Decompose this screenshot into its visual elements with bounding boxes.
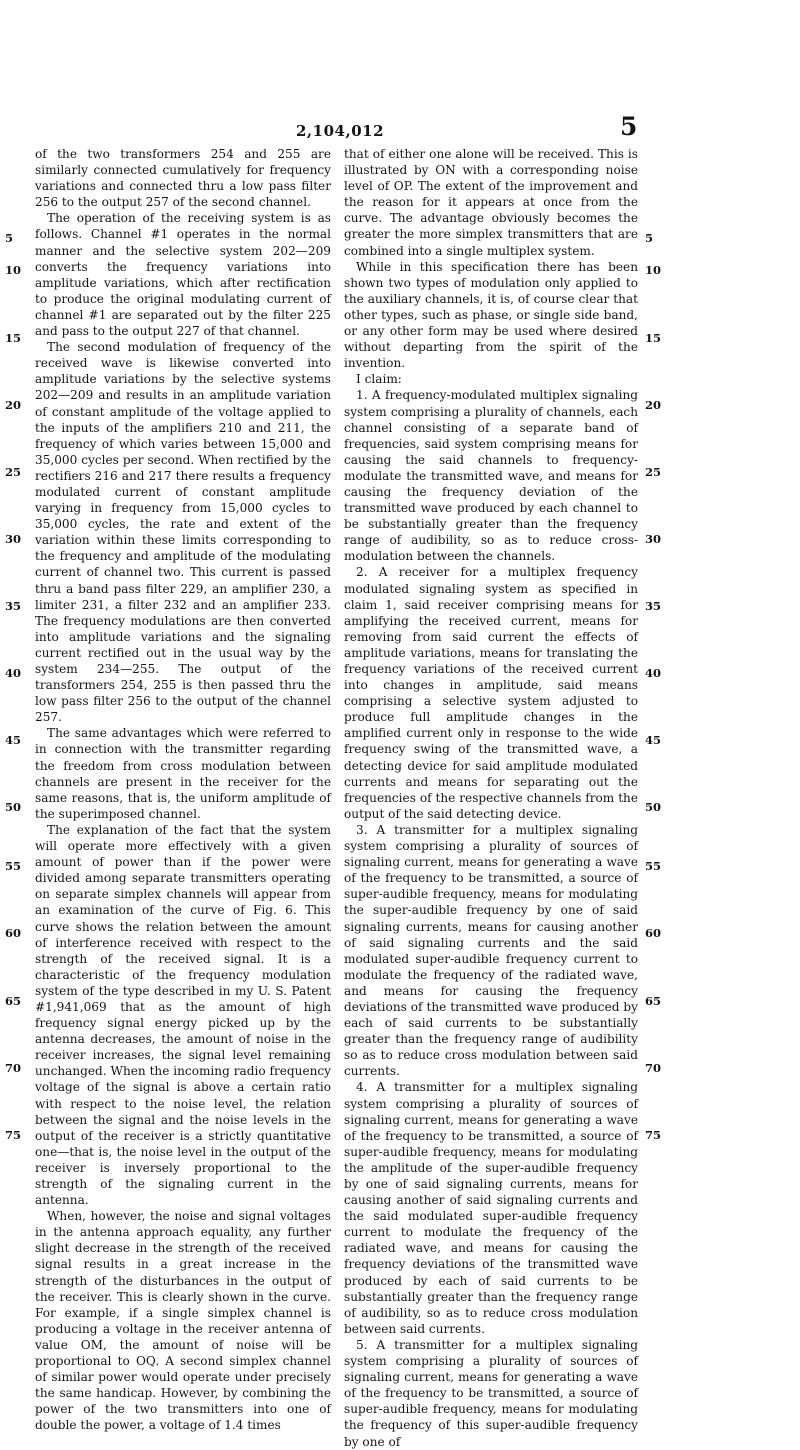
line-number: 40 bbox=[645, 666, 662, 680]
line-number: 60 bbox=[645, 926, 662, 940]
left-column bbox=[35, 146, 331, 1434]
line-number: 75 bbox=[5, 1128, 22, 1142]
line-number: 55 bbox=[5, 859, 22, 873]
line-number: 75 bbox=[645, 1128, 662, 1142]
page-number: 5 bbox=[620, 112, 638, 141]
line-number: 45 bbox=[5, 733, 22, 747]
claim-4: 4. A transmitter for a multiplex signaling system comprising a plurality of sources of signaling current, means for generating a wave of the frequency to be transmitted, a source of super-audible frequency, means for modulating the amplitude of the super-audible frequency by one of said signaling currents, means for causing another of said signaling currents and the said modulated super-audible frequency current to modulate the frequency of the radiated wave, and means for causing the frequency deviations of the transmitted wave produced by each of said currents to be substantially greater than the frequency range of audibility, so as to reduce cross modulation between said currents. bbox=[344, 1080, 638, 1336]
claim-1: 1. A frequency-modulated multiplex signaling system comprising a plurality of channels, each channel consisting of a separate band of frequencies, said system comprising means for causing the said channels to frequency-modulate the transmitted wave, and means for causing the frequency deviation of the transmitted wave produced by each channel to be substantially greater than the frequency range of audibility, so as to reduce cross-modulation between the channels. bbox=[344, 388, 638, 564]
line-number: 30 bbox=[645, 532, 662, 546]
line-number: 20 bbox=[5, 398, 22, 412]
line-number: 5 bbox=[645, 231, 654, 245]
line-number: 70 bbox=[5, 1061, 22, 1075]
paragraph: The same advantages which were referred to in connection with the transmitter regarding the freedom from cross modulation between channels are present in the receiver for the same reasons, that is, the uniform amplitude of the superimposed channel. bbox=[35, 726, 331, 821]
paragraph: The operation of the receiving system is as follows. Channel #1 operates in the normal manner and the selective system 202—209 converts the frequency variations into amplitude variations, which after rectification to produce the original modulating current of channel #1 are separated out by the filter 225 and pass to the output 227 of that channel. bbox=[35, 211, 331, 339]
claim-3: 3. A transmitter for a multiplex signaling system comprising a plurality of sources of signaling current, means for generating a wave of the frequency to be transmitted, a source of super-audible frequency, means for modulating the super-audible frequency by one of said signaling currents, means for causing another of said signaling currents and the said modulated super-audible frequency current to modulate the frequency of the radiated wave, and means for causing the frequency deviations of the transmitted wave produced by each of said currents to be substantially greater than the frequency range of audibility so as to reduce cross modulation between said currents. bbox=[344, 822, 638, 1079]
line-number: 65 bbox=[5, 994, 22, 1008]
line-number: 35 bbox=[5, 599, 22, 613]
page-header bbox=[0, 112, 800, 148]
claims-heading: I claim: bbox=[356, 372, 402, 387]
line-number: 25 bbox=[5, 465, 22, 479]
line-number: 25 bbox=[645, 465, 662, 479]
line-number: 10 bbox=[5, 263, 22, 277]
line-number: 10 bbox=[645, 263, 662, 277]
line-number: 35 bbox=[645, 599, 662, 613]
paragraph: that of either one alone will be received. This is illustrated by ON with a corresponding noise level of OP. The extent of the improvement and the reason for it appears at once from the curve. The advantage obviously becomes the greater the more simplex transmitters that are combined into a single multiplex system. bbox=[344, 147, 638, 258]
line-number: 55 bbox=[645, 859, 662, 873]
paragraph: While in this specification there has been shown two types of modulation only applied to the auxiliary channels, it is, of course clear that other types, such as phase, or single side band, or any other form may be used where desired without departing from the spirit of the invention. bbox=[344, 259, 638, 371]
right-column bbox=[344, 146, 638, 1450]
line-number: 65 bbox=[645, 994, 662, 1008]
line-number: 20 bbox=[645, 398, 662, 412]
line-number: 5 bbox=[5, 231, 14, 245]
line-number: 15 bbox=[645, 331, 662, 345]
line-number: 30 bbox=[5, 532, 22, 546]
line-number: 70 bbox=[645, 1061, 662, 1075]
paragraph: of the two transformers 254 and 255 are similarly connected cumulatively for frequency variations and connected thru a low pass filter 256 to the output 257 of the second channel. bbox=[35, 147, 331, 210]
paragraph: The explanation of the fact that the system will operate more effectively with a given amount of power than if the power were divided among separate transmitters operating on separate simplex channels will appear from an examination of the curve of Fig. 6. This curve shows the relation between the amount of interference received with respect to the strength of the received signal. It is a characteristic of the frequency modulation system of the type described in my U. S. Patent #1,941,069 that as the amount of high frequency signal energy picked up by the antenna decreases, the amount of noise in the receiver increases, the signal level remaining unchanged. When the incoming radio frequency voltage of the signal is above a certain ratio with respect to the noise level, the relation between the signal and the noise levels in the output of the receiver is a strictly quantitative one—that is, the noise level in the output of the receiver is inversely proportional to the strength of the signaling current in the antenna. bbox=[35, 822, 331, 1208]
paragraph: When, however, the noise and signal voltages in the antenna approach equality, any further slight decrease in the strength of the received signal results in a great increase in the strength of the disturbances in the output of the receiver. This is clearly shown in the curve. For example, if a single simplex channel is producing a voltage in the receiver antenna of value OM, the amount of noise will be proportional to OQ. A second simplex channel of similar power would operate under precisely the same handicap. However, by combining the power of the two transmitters into one of double the power, a voltage of 1.4 times bbox=[35, 1209, 331, 1433]
claim-2: 2. A receiver for a multiplex frequency modulated signaling system as specified in claim 1, said receiver comprising means for amplifying the received current, means for removing from said current the effects of amplitude variations, means for translating the frequency variations of the received current into changes in amplitude, said means comprising a selective system adjusted to produce full amplitude changes in the amplified current only in response to the wide frequency swing of the transmitted wave, a detecting device for said amplitude modulated currents and means for separating out the frequencies of the respective channels from the output of the said detecting device. bbox=[344, 565, 638, 821]
line-number: 45 bbox=[645, 733, 662, 747]
line-number: 50 bbox=[5, 800, 22, 814]
patent-number: 2,104,012 bbox=[296, 122, 385, 140]
line-number: 40 bbox=[5, 666, 22, 680]
line-number: 15 bbox=[5, 331, 22, 345]
claim-5: 5. A transmitter for a multiplex signaling system comprising a plurality of sources of signaling current, means for generating a wave of the frequency to be transmitted, a source of super-audible frequency, means for modulating the frequency of this super-audible frequency by one of bbox=[344, 1337, 638, 1449]
line-number: 60 bbox=[5, 926, 22, 940]
line-number: 50 bbox=[645, 800, 662, 814]
paragraph: The second modulation of frequency of the received wave is likewise converted into amplitude variations by the selective systems 202—209 and results in an amplitude variation of constant amplitude of the voltage applied to the inputs of the amplifiers 210 and 211, the frequency of which varies between 15,000 and 35,000 cycles per second. When rectified by the rectifiers 216 and 217 there results a frequency modulated current of constant amplitude varying in frequency from 15,000 cycles to 35,000 cycles, the rate and extent of the variation within these limits corresponding to the frequency and amplitude of the modulating current of channel two. This current is passed thru a band pass filter 229, an amplifier 230, a limiter 231, a filter 232 and an amplifier 233. The frequency modulations are then converted into amplitude variations and the signaling current rectified out in the usual way by the system 234—255. The output of the transformers 254, 255 is then passed thru the low pass filter 256 to the output of the channel 257. bbox=[35, 340, 331, 725]
